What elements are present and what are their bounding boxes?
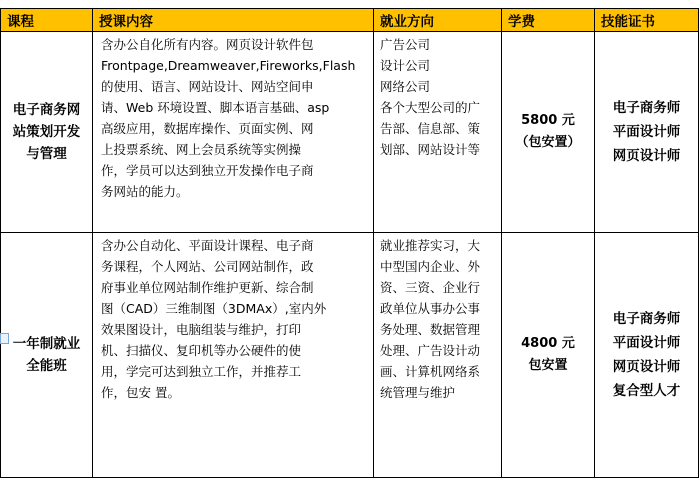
job-line: 就业推荐实习，大 — [380, 238, 481, 253]
course-name-line: 站策划开发 — [12, 124, 81, 140]
header-row — [1, 9, 699, 32]
content-line: 机、扫描仪、复印机等办公硬件的使 — [101, 343, 302, 358]
job-directions — [374, 32, 502, 233]
job-line: 广告公司 — [380, 37, 431, 52]
header-course: 课程 — [1, 9, 93, 32]
certificate-item: 平面设计师 — [612, 124, 681, 140]
job-line: 画、计算机网络系 — [380, 364, 481, 379]
content-line: 高级应用，数据库操作、页面实例、网 — [101, 121, 314, 136]
fee-amount: 5800 元 — [521, 113, 575, 128]
course-name — [1, 32, 93, 233]
content-line: 务网站的能力。 — [101, 184, 189, 199]
job-directions — [374, 233, 502, 478]
certificate-item: 电子商务师 — [612, 311, 681, 327]
job-line: 务处理、数据管理 — [380, 322, 481, 337]
content-line: 府事业单位网站制作维护更新、综合制 — [101, 280, 314, 295]
job-line: 设计公司 — [380, 58, 431, 73]
anchor-marker-icon — [0, 333, 9, 344]
course-content — [93, 32, 374, 233]
job-line: 中型国内企业、外 — [380, 259, 481, 274]
header-fee: 学费 — [502, 9, 595, 32]
header-content: 授课内容 — [93, 9, 374, 32]
course-name-line: 与管理 — [26, 146, 67, 162]
certificate-item: 网页设计师 — [612, 148, 681, 164]
job-line: 各个大型公司的广 — [380, 100, 481, 115]
content-line: 效果图设计，电脑组装与维护，打印 — [101, 322, 302, 337]
job-line: 处理、广告设计动 — [380, 343, 481, 358]
content-line: 图（CAD）三维制图（3DMAx）,室内外 — [101, 301, 327, 316]
content-line: 作，学员可以达到独立开发操作电子商 — [101, 163, 314, 178]
job-line: 网络公司 — [380, 79, 431, 94]
certificate-item: 平面设计师 — [612, 335, 681, 351]
fee-amount: 4800 元 — [521, 336, 575, 351]
tuition-fee — [502, 233, 595, 478]
certificate-item: 网页设计师 — [612, 359, 681, 375]
content-line: 上投票系统、网上会员系统等实例操 — [101, 142, 302, 157]
course-name-line: 电子商务网 — [12, 102, 81, 118]
header-cert: 技能证书 — [595, 9, 699, 32]
certificate-item: 复合型人才 — [612, 383, 681, 399]
content-line: 作，包安 置。 — [101, 385, 180, 400]
table-row — [1, 32, 699, 233]
course-name — [1, 233, 93, 478]
content-line: 含办公自动化、平面设计课程、电子商 — [101, 238, 314, 253]
job-line: 划部、网站设计等 — [380, 142, 481, 157]
course-name-line: 全能班 — [26, 358, 67, 374]
course-content — [93, 233, 374, 478]
table-row — [1, 233, 699, 478]
tuition-fee — [502, 32, 595, 233]
course-name-line: 一年制就业 — [12, 336, 81, 352]
content-line: Frontpage,Dreamweaver,Fireworks,Flash — [101, 58, 356, 73]
course-table — [0, 8, 699, 478]
job-line: 告部、信息部、策 — [380, 121, 481, 136]
header-jobs: 就业方向 — [374, 9, 502, 32]
fee-note: （包安置） — [515, 135, 581, 150]
skill-certificates — [595, 233, 699, 478]
content-line: 的使用、语言、网站设计、网站空间申 — [101, 79, 314, 94]
job-line: 资、三资、企业行 — [380, 280, 481, 295]
content-line: 含办公自化所有内容。网页设计软件包 — [101, 37, 314, 52]
certificate-item: 电子商务师 — [612, 100, 681, 116]
content-line: 用，学完可达到独立工作，并推荐工 — [101, 364, 302, 379]
fee-note: 包安置 — [528, 358, 568, 373]
content-line: 务课程，个人网站、公司网站制作，政 — [101, 259, 314, 274]
skill-certificates — [595, 32, 699, 233]
job-line: 政单位从事办公事 — [380, 301, 481, 316]
content-line: 请、Web 环境设置、脚本语言基础、asp — [101, 100, 330, 115]
job-line: 统管理与维护 — [380, 385, 456, 400]
